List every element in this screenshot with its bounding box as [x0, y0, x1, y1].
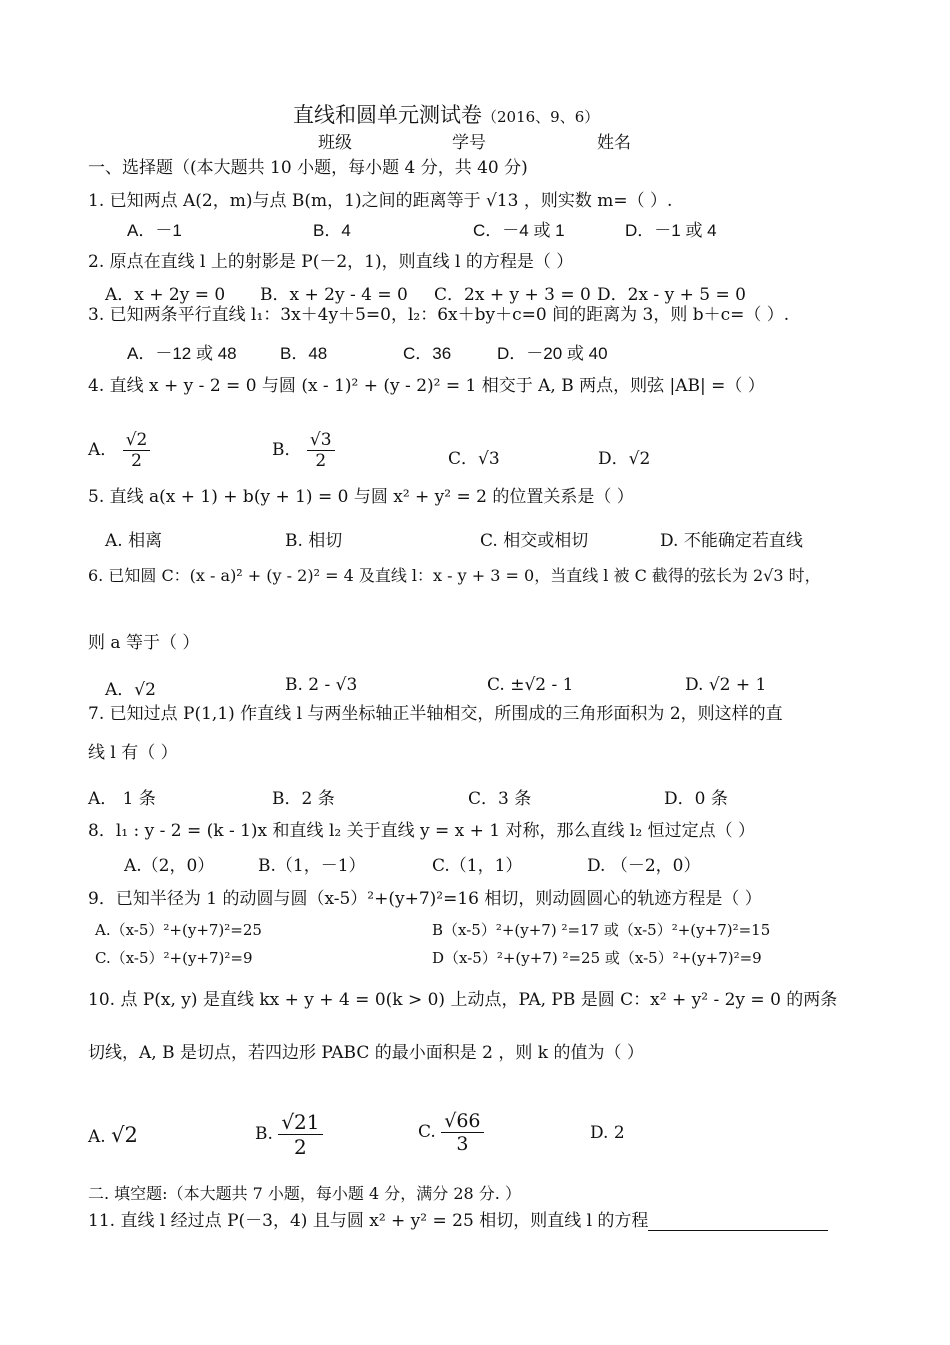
q10-option-c	[418, 1110, 484, 1155]
q1-option-c: C．－4 或 1	[473, 221, 565, 240]
q7-stem: 7. 已知过点 P(1,1) 作直线 l 与两坐标轴正半轴相交，所围成的三角形面积为 2，则这样的直	[88, 704, 783, 724]
q5-option-b: B. 相切	[285, 531, 343, 551]
q2-option-c: C．2x + y + 3 = 0	[434, 285, 591, 305]
q10-option-a-value: √2	[111, 1123, 138, 1147]
q10-option-a	[88, 1123, 138, 1147]
q10-option-b-label: B.	[255, 1124, 273, 1144]
q10-stem: 10. 点 P(x, y) 是直线 kx + y + 4 = 0(k > 0) 上动点，PA, PB 是圆 C：x² + y² - 2y = 0 的两条	[88, 990, 838, 1010]
q4-option-b-num: √3	[307, 430, 335, 451]
q11-stem: 11. 直线 l 经过点 P(－3，4) 且与圆 x² + y² = 25 相切，则直线 l 的方程	[88, 1211, 649, 1231]
q9-option-c: C.（x-5）²+(y+7)²=9	[95, 949, 253, 967]
q4-option-a-fraction	[123, 430, 151, 471]
q10-option-c-num: √66	[441, 1110, 483, 1133]
title-text: 直线和圆单元测试卷	[293, 103, 482, 127]
q4-option-a-label: A．	[88, 440, 118, 460]
q2-option-a: A．x + 2y = 0	[105, 285, 226, 305]
q4-stem: 4. 直线 x + y - 2 = 0 与圆 (x - 1)² + (y - 2)² = 1 相交于 A, B 两点，则弦 |AB| =（ ）	[88, 376, 765, 396]
section1-heading: 一、选择题（(本大题共 10 小题，每小题 4 分，共 40 分)	[88, 158, 528, 178]
q10-stem-cont: 切线，A, B 是切点，若四边形 PABC 的最小面积是 2 ，则 k 的值为（ ）	[88, 1043, 644, 1063]
q3-stem: 3. 已知两条平行直线 l₁：3x＋4y＋5=0，l₂：6x＋by＋c=0 间的距离为 3，则 b＋c=（ ）.	[88, 305, 790, 325]
id-label: 学号	[452, 133, 486, 153]
q4-option-a-den: 2	[131, 451, 142, 471]
q3-option-b: B．48	[280, 344, 328, 363]
q4-option-b-den: 2	[315, 451, 327, 471]
q5-option-a: A. 相离	[105, 531, 163, 551]
q5-option-c: C. 相交或相切	[480, 531, 589, 551]
q7-option-c: C．3 条	[468, 789, 532, 809]
q4-option-d: D．√2	[598, 449, 651, 469]
q11-answer-blank[interactable]	[648, 1212, 828, 1231]
q6-option-b: B. 2 - √3	[285, 675, 358, 695]
q9-option-d: D（x-5）²+(y+7) ²=25 或（x-5）²+(y+7)²=9	[432, 949, 762, 967]
q3-option-a: A．－12 或 48	[127, 344, 237, 363]
q3-option-c: C．36	[403, 344, 452, 363]
q9-option-b: B（x-5）²+(y+7) ²=17 或（x-5）²+(y+7)²=15	[432, 921, 771, 939]
q10-option-b-fraction	[278, 1110, 322, 1159]
q10-option-c-label: C.	[418, 1122, 436, 1142]
q7-option-a: A． 1 条	[88, 789, 156, 809]
q1-option-b: B．4	[313, 221, 351, 240]
section2-heading: 二. 填空题:（本大题共 7 小题，每小题 4 分，满分 28 分. ）	[88, 1184, 521, 1203]
q9-option-a: A.（x-5）²+(y+7)²=25	[95, 921, 262, 939]
q1-option-d: D．－1 或 4	[625, 221, 717, 240]
title-date: （2016、9、6）	[482, 108, 600, 126]
q10-option-b	[255, 1110, 323, 1159]
q4-option-b	[272, 430, 335, 471]
q4-option-b-label: B．	[272, 440, 302, 460]
q6-stem-cont: 则 a 等于（ ）	[88, 633, 200, 653]
q7-option-d: D．0 条	[664, 789, 728, 809]
q6-stem: 6. 已知圆 C：(x - a)² + (y - 2)² = 4 及直线 l：x - y + 3 = 0，当直线 l 被 C 截得的弦长为 2√3 时，	[88, 566, 821, 585]
q10-option-d: D. 2	[590, 1123, 625, 1143]
q7-option-b: B．2 条	[272, 789, 335, 809]
q1-stem: 1. 已知两点 A(2，m)与点 B(m，1)之间的距离等于 √13 ，则实数 m=（ ）.	[88, 191, 673, 211]
page-title	[293, 103, 599, 128]
q4-option-c: C．√3	[448, 449, 500, 469]
q2-stem: 2. 原点在直线 l 上的射影是 P(－2，1)，则直线 l 的方程是（ ）	[88, 252, 574, 272]
q10-option-b-den: 2	[294, 1135, 307, 1159]
q2-option-d: D．2x - y + 5 = 0	[597, 285, 746, 305]
q8-stem: 8．l₁ : y - 2 = (k - 1)x 和直线 l₂ 关于直线 y = x + 1 对称，那么直线 l₂ 恒过定点（ ）	[88, 821, 755, 841]
name-label: 姓名	[597, 133, 631, 153]
q8-option-b: B.（1，－1）	[258, 856, 366, 876]
q6-option-a: A．√2	[105, 680, 156, 700]
q8-option-d: D. （－2，0）	[587, 856, 701, 876]
q10-option-c-fraction	[441, 1110, 483, 1155]
q4-option-a-num: √2	[123, 430, 151, 451]
q9-stem: 9．已知半径为 1 的动圆与圆（x-5）²+(y+7)²=16 相切，则动圆圆心的轨迹方程是（ ）	[88, 889, 762, 909]
q7-stem-cont: 线 l 有（ ）	[88, 743, 178, 763]
q4-option-a	[88, 430, 150, 471]
q10-option-b-num: √21	[278, 1110, 322, 1135]
q6-option-d: D. √2 + 1	[685, 675, 767, 695]
q10-option-a-label: A.	[88, 1127, 106, 1147]
class-label: 班级	[318, 133, 352, 153]
q5-option-d: D. 不能确定若直线	[660, 531, 803, 551]
q4-option-b-fraction	[307, 430, 335, 471]
q8-option-a: A.（2，0）	[124, 856, 215, 876]
q5-stem: 5. 直线 a(x + 1) + b(y + 1) = 0 与圆 x² + y² = 2 的位置关系是（ ）	[88, 487, 634, 507]
q11-line	[88, 1211, 828, 1231]
q2-option-b: B．x + 2y - 4 = 0	[260, 285, 408, 305]
q3-option-d: D．－20 或 40	[497, 344, 608, 363]
q6-option-c: C. ±√2 - 1	[487, 675, 574, 695]
q8-option-c: C.（1，1）	[432, 856, 523, 876]
q10-option-c-den: 3	[456, 1133, 469, 1155]
q1-option-a: A．－1	[127, 221, 182, 240]
